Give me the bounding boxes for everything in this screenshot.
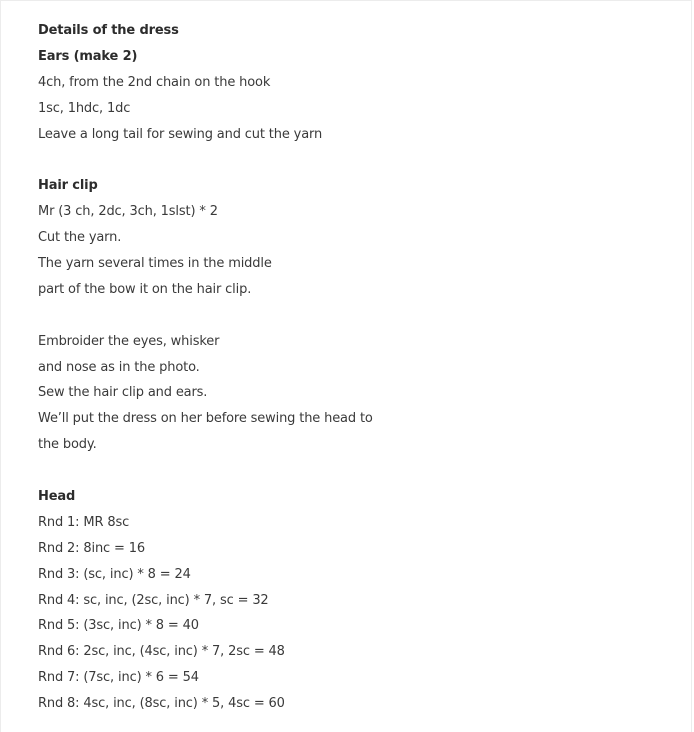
head-section-title: Head: [38, 489, 76, 505]
hair-clip-section: [38, 173, 691, 302]
head-round-7: Rnd 7: (7sc, inc) * 6 = 54: [38, 670, 199, 686]
assembly-step-1: Embroider the eyes, whisker: [38, 333, 220, 349]
ears-section-title: Ears (make 2): [38, 48, 138, 64]
hair-clip-step-3: The yarn several times in the middle: [38, 256, 272, 272]
head-round-2: Rnd 2: 8inc = 16: [38, 540, 146, 556]
assembly-step-2: and nose as in the photo.: [38, 359, 200, 375]
hair-clip-section-title: Hair clip: [38, 178, 98, 194]
paragraph-spacer: [38, 147, 691, 173]
hair-clip-step-2: Cut the yarn.: [38, 230, 122, 246]
dress-section-title: Details of the dress: [38, 23, 179, 38]
head-round-6: Rnd 6: 2sc, inc, (4sc, inc) * 7, 2sc = 48: [38, 644, 285, 660]
ears-step-1: 4ch, from the 2nd chain on the hook: [38, 74, 271, 90]
paragraph-spacer: [38, 458, 691, 484]
hair-clip-step-1: Mr (3 ch, 2dc, 3ch, 1slst) * 2: [38, 204, 218, 220]
head-round-8: Rnd 8: 4sc, inc, (8sc, inc) * 5, 4sc = 60: [38, 696, 285, 712]
ears-section: [38, 44, 691, 148]
head-round-5: Rnd 5: (3sc, inc) * 8 = 40: [38, 618, 199, 634]
assembly-step-3: Sew the hair clip and ears.: [38, 385, 208, 401]
hair-clip-step-4: part of the bow it on the hair clip.: [38, 281, 252, 297]
assembly-section: [38, 329, 691, 458]
ears-step-3: Leave a long tail for sewing and cut the yarn: [38, 126, 323, 142]
head-round-3: Rnd 3: (sc, inc) * 8 = 24: [38, 566, 191, 582]
paragraph-spacer: [38, 303, 691, 329]
assembly-step-5: the body.: [38, 437, 97, 453]
head-round-4: Rnd 4: sc, inc, (2sc, inc) * 7, sc = 32: [38, 592, 269, 608]
head-section: [38, 484, 691, 717]
assembly-step-4: We’ll put the dress on her before sewing the head to: [38, 411, 373, 427]
head-round-1: Rnd 1: MR 8sc: [38, 514, 130, 530]
ears-step-2: 1sc, 1hdc, 1dc: [38, 100, 131, 116]
